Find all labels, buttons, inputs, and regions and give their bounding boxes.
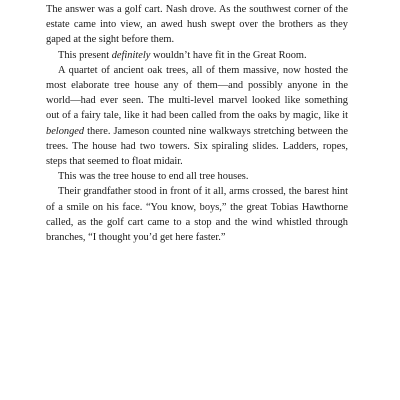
body-text	[46, 2, 348, 245]
paragraph-2-text-a: This present	[58, 49, 112, 61]
paragraph-5	[46, 184, 348, 245]
paragraph-3-text-b: there. Jameson counted nine walkways stretching between the trees. The house had two towers. Six spiraling slides. Ladders, ropes, steps that seemed to float midair.	[46, 125, 348, 168]
paragraph-4	[46, 169, 348, 184]
paragraph-3-text-a: A quartet of ancient oak trees, all of them massive, now hosted the most elaborate tree house any of them—and possibly anyone in the world—had ever seen. The multi-level marvel looked like something out of a fairy tale, like it had been called from the oaks by magic, like it	[46, 64, 348, 122]
paragraph-2	[46, 48, 348, 63]
paragraph-2-text-b: wouldn’t have fit in the Great Room.	[150, 49, 307, 61]
paragraph-3	[46, 63, 348, 169]
paragraph-2-emphasis: definitely	[111, 49, 151, 61]
paragraph-4-text: This was the tree house to end all tree houses.	[58, 171, 249, 183]
paragraph-3-emphasis: belonged	[46, 125, 85, 137]
paragraph-1	[46, 2, 348, 48]
paragraph-1-text: The answer was a golf cart. Nash drove. As the southwest corner of the estate came into view, an awed hush swept over the brothers as they gaped at the sight before them.	[46, 4, 348, 46]
paragraph-5-text: Their grandfather stood in front of it all, arms crossed, the barest hint of a smile on his face. “You know, boys,” the great Tobias Hawthorne called, as the golf cart came to a stop and the wind whistled through branches, “I thought you’d get here faster.”	[46, 186, 348, 244]
